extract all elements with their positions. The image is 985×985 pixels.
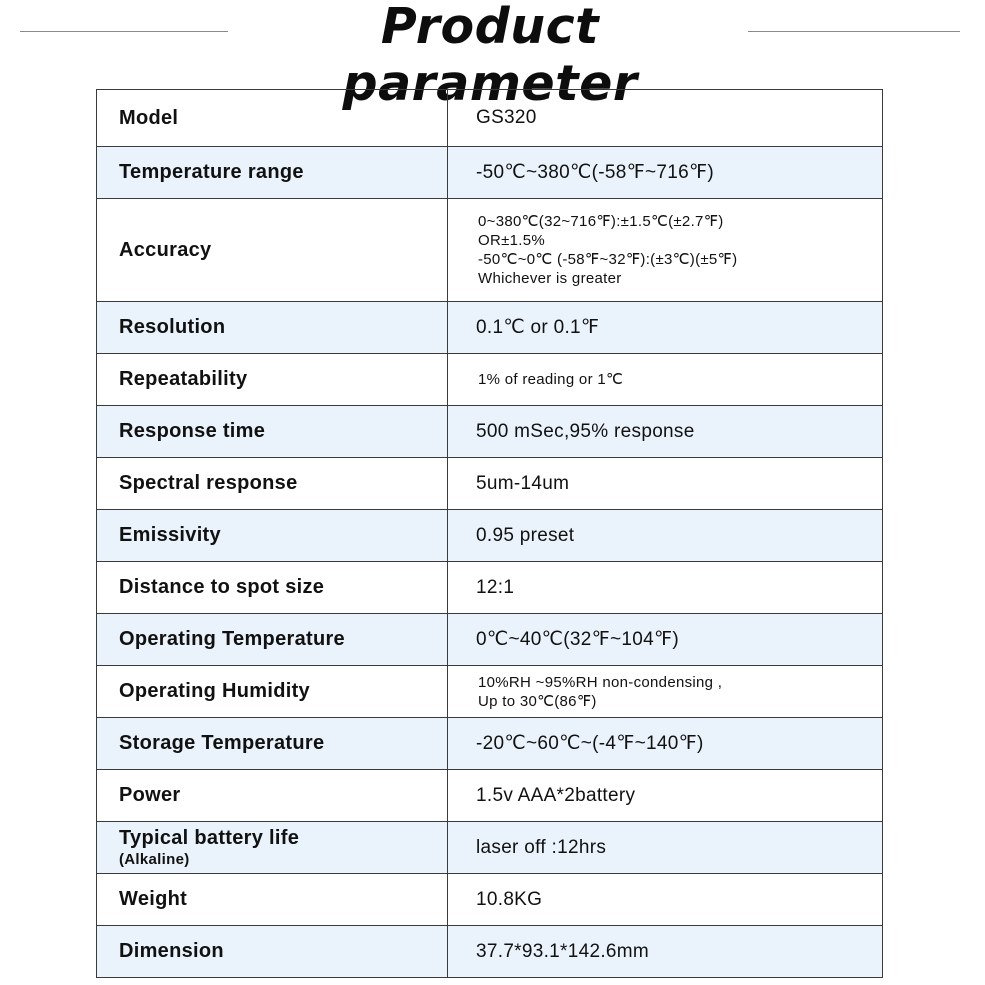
spec-value: [448, 199, 883, 302]
accuracy-line: 0~380℃(32~716℉):±1.5℃(±2.7℉): [478, 213, 724, 230]
spec-row-spectral-response: [97, 458, 883, 510]
spec-value: 12:1: [448, 562, 883, 614]
spec-value: 500 mSec,95% response: [448, 406, 883, 458]
spec-row-operating-humidity: [97, 666, 883, 718]
spec-value: laser off :12hrs: [448, 822, 883, 874]
spec-row-storage-temperature: [97, 718, 883, 770]
spec-row-accuracy: [97, 199, 883, 302]
accuracy-line: Whichever is greater: [478, 270, 622, 287]
spec-value: GS320: [448, 90, 883, 147]
spec-label: Resolution: [97, 302, 448, 354]
spec-row-model: [97, 90, 883, 147]
spec-label: Dimension: [97, 926, 448, 978]
spec-label: [97, 822, 448, 874]
spec-value: 0℃~40℃(32℉~104℉): [448, 614, 883, 666]
spec-label: Operating Humidity: [97, 666, 448, 718]
spec-row-dimension: [97, 926, 883, 978]
spec-value: 0.95 preset: [448, 510, 883, 562]
spec-label: Spectral response: [97, 458, 448, 510]
spec-label: Storage Temperature: [97, 718, 448, 770]
battery-life-sublabel: (Alkaline): [119, 851, 190, 868]
spec-value: [448, 666, 883, 718]
header-rule-right: [748, 31, 960, 32]
page-title: Product parameter: [342, 0, 638, 112]
spec-label: Emissivity: [97, 510, 448, 562]
spec-label: Response time: [97, 406, 448, 458]
spec-row-repeatability: [97, 354, 883, 406]
spec-row-power: [97, 770, 883, 822]
spec-value: 10.8KG: [448, 874, 883, 926]
spec-value: 37.7*93.1*142.6mm: [448, 926, 883, 978]
spec-row-weight: [97, 874, 883, 926]
spec-label: Accuracy: [97, 199, 448, 302]
spec-label: Weight: [97, 874, 448, 926]
spec-label: Model: [97, 90, 448, 147]
spec-label: Repeatability: [97, 354, 448, 406]
spec-row-battery-life: [97, 822, 883, 874]
accuracy-line: OR±1.5%: [478, 232, 546, 249]
spec-row-resolution: [97, 302, 883, 354]
spec-value: -50℃~380℃(-58℉~716℉): [448, 147, 883, 199]
spec-table: [96, 89, 883, 978]
battery-life-label: Typical battery life: [119, 827, 300, 849]
spec-row-distance-to-spot: [97, 562, 883, 614]
spec-value: -20℃~60℃~(-4℉~140℉): [448, 718, 883, 770]
spec-value: 1.5v AAA*2battery: [448, 770, 883, 822]
spec-label: Power: [97, 770, 448, 822]
spec-label: Distance to spot size: [97, 562, 448, 614]
humidity-line: 10%RH ~95%RH non-condensing ,: [478, 673, 723, 691]
accuracy-line: -50℃~0℃ (-58℉~32℉):(±3℃)(±5℉): [478, 251, 738, 268]
spec-label: Temperature range: [97, 147, 448, 199]
humidity-line: Up to 30℃(86℉): [478, 692, 597, 710]
header-rule-left: [20, 31, 228, 32]
spec-row-operating-temperature: [97, 614, 883, 666]
spec-row-emissivity: [97, 510, 883, 562]
spec-value: 1% of reading or 1℃: [448, 354, 883, 406]
spec-value: 5um-14um: [448, 458, 883, 510]
spec-label: Operating Temperature: [97, 614, 448, 666]
page-header: [0, 0, 985, 112]
spec-row-response-time: [97, 406, 883, 458]
spec-row-temperature-range: [97, 147, 883, 199]
spec-value: 0.1℃ or 0.1℉: [448, 302, 883, 354]
